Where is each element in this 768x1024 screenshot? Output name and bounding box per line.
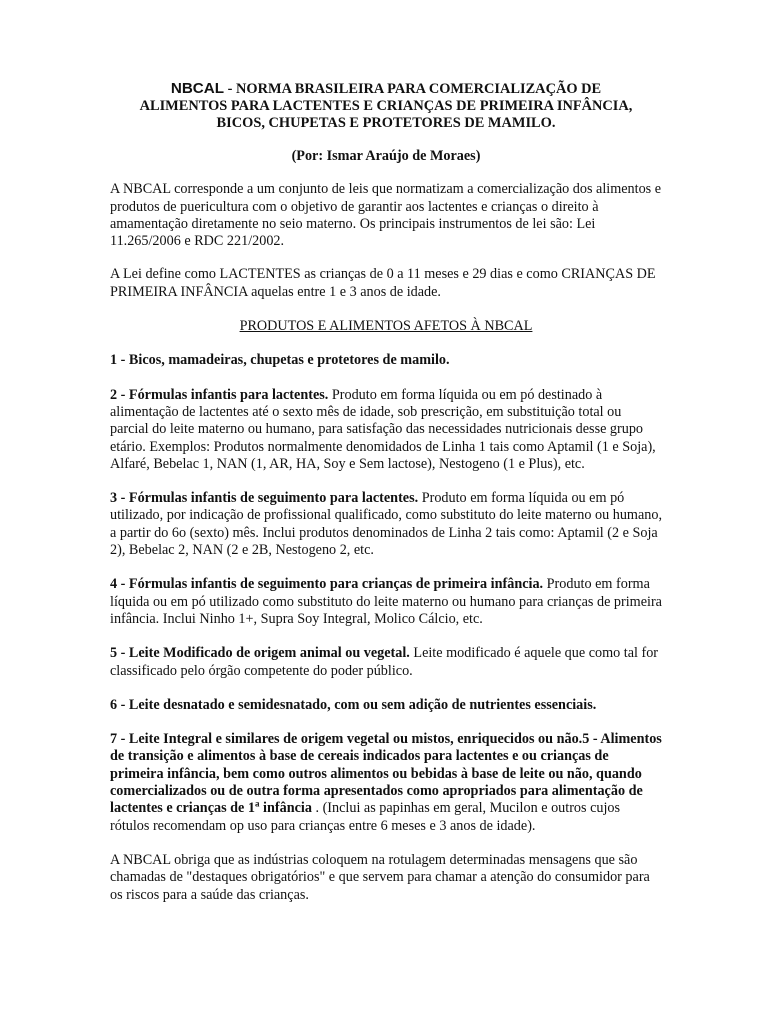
item-2-heading: 2 - Fórmulas infantis para lactentes. — [110, 386, 329, 403]
document-page — [110, 80, 662, 904]
item-7-heading-end: infância — [259, 800, 312, 817]
author-line: (Por: Ismar Araújo de Moraes) — [291, 148, 481, 164]
title-line-2: ALIMENTOS PARA LACTENTES E CRIANÇAS DE PRIMEIRA INFÂNCIA, — [139, 98, 633, 114]
title-line-3: BICOS, CHUPETAS E PROTETORES DE MAMILO. — [216, 115, 556, 131]
document-title — [110, 80, 662, 132]
title-line-1-rest: - NORMA BRASILEIRA PARA COMERCIALIZAÇÃO DE — [224, 81, 602, 97]
item-2 — [110, 387, 662, 473]
title-line-1 — [110, 80, 662, 98]
item-4 — [110, 576, 662, 628]
item-6-heading: 6 - Leite desnatado e semidesnatado, com ou sem adição de nutrientes essenciais. — [110, 696, 597, 713]
section-heading: PRODUTOS E ALIMENTOS AFETOS À NBCAL — [239, 318, 533, 335]
item-3 — [110, 490, 662, 559]
intro-paragraph-1: A NBCAL corresponde a um conjunto de leis que normatizam a comercialização dos alimentos e produtos de puericultura com o objetivo de garantir aos lactentes e crianças o direito à amamentação diretamente no seio materno. Os principais instrumentos de lei são: Lei 11.265/2006 e RDC 221/2002. — [110, 181, 662, 250]
item-4-text: Produto em forma líquida ou em pó utilizado como substituto do leite materno ou humano para crianças de primeira infância. Inclui Ninho 1+, Supra Soy Integral, Molico Cálcio, etc. — [110, 576, 662, 627]
item-6 — [110, 697, 662, 714]
item-2-text: Produto em forma líquida ou em pó destinado à alimentação de lactentes até o sexto mês de idade, sob prescrição, em substituição total ou parcial do leite materno ou humano, para satisfação das necessidades nutricionais desse grupo etário. Exemplos: Produtos normalmente denomidados de Linha 1 tais como Aptamil (1 e Soja), Alfaré, Bebelac 1, NAN (1, AR, HA, Soy e Sem lactose), Nestogeno (1 e Plus), etc. — [110, 386, 656, 472]
item-3-text: Produto em forma líquida ou em pó utilizado, por indicação de profissional qualificado, como substituto do leite materno ou humano, a partir do 6o (sexto) mês. Inclui produtos denominados de Linha 2 tais como: Aptamil (2 e Soja 2), Bebelac 2, NAN (2 e 2B, Nestogeno 2, etc. — [110, 490, 662, 559]
item-5-heading: 5 - Leite Modificado de origem animal ou vegetal. — [110, 645, 410, 662]
intro-paragraph-2: A Lei define como LACTENTES as crianças de 0 a 11 meses e 29 dias e como CRIANÇAS DE PRIMEIRA INFÂNCIA aquelas entre 1 e 3 anos de idade. — [110, 266, 656, 300]
item-3-heading: 3 - Fórmulas infantis de seguimento para lactentes. — [110, 490, 419, 507]
item-4-heading: 4 - Fórmulas infantis de seguimento para crianças de primeira infância. — [110, 576, 544, 593]
item-5-text: Leite modificado é aquele que como tal for classificado pelo órgão competente do poder público. — [110, 645, 659, 679]
closing-paragraph: A NBCAL obriga que as indústrias coloquem na rotulagem determinadas mensagens que são chamadas de "destaques obrigatórios" e que servem para chamar a atenção do consumidor para os riscos para a saúde das crianças. — [110, 851, 650, 903]
item-7-superscript: a — [255, 798, 260, 809]
item-7-heading: 7 - Leite Integral e similares de origem vegetal ou mistos, enriquecidos ou não.5 - Alimentos de transição e alimentos à base de cereais indicados para lactentes e ou crianças de primeira infância, bem como outros alimentos ou bebidas à base de leite ou não, quando comercializados ou de outra forma apresentados como apropriados para alimentação de lactentes e crianças de 1 — [110, 731, 662, 817]
title-acronym: NBCAL — [170, 80, 225, 97]
item-7-text: . (Inclui as papinhas em geral, Mucilon e outros cujos rótulos recomendam op uso para crianças entre 6 meses e 3 anos de idade). — [110, 800, 621, 834]
item-7 — [110, 731, 662, 835]
item-1 — [110, 352, 662, 369]
item-1-heading: 1 - Bicos, mamadeiras, chupetas e protetores de mamilo. — [110, 352, 450, 369]
item-5 — [110, 645, 662, 680]
